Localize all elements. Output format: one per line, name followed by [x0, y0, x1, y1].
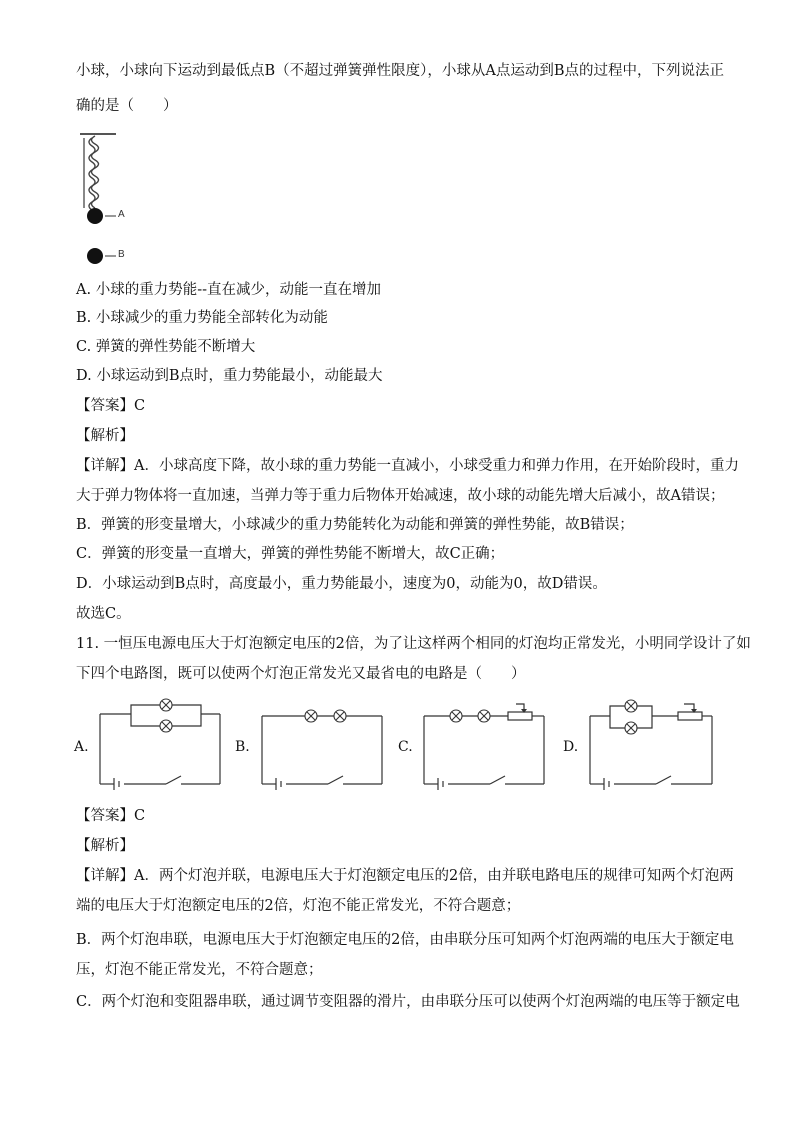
ball-at-b: [87, 248, 103, 264]
circuit-label-a: A.: [74, 739, 89, 755]
lamp-icon: [334, 710, 346, 722]
q10-detail-line: B．弹簧的形变量增大，小球减少的重力势能转化为动能和弹簧的弹性势能，故B错误；: [76, 517, 634, 533]
q11-analysis-label: 【解析】: [76, 838, 134, 854]
q10-detail-line: C．弹簧的形变量一直增大，弹簧的弹性势能不断增大，故C正确；: [76, 546, 505, 562]
q10-option-d: D. 小球运动到B点时，重力势能最小，动能最大: [76, 368, 383, 384]
lamp-icon: [625, 700, 637, 712]
q10-option-c: C. 弹簧的弹性势能不断增大: [76, 339, 256, 355]
q10-detail-line: 【详解】A．小球高度下降，故小球的重力势能一直减小，小球受重力和弹力作用，在开始阶段时，重力: [76, 458, 739, 474]
q11-detail-line: 【详解】A．两个灯泡并联，电源电压大于灯泡额定电压的2倍，由并联电路电压的规律可知两个灯泡两: [76, 868, 734, 884]
circuit-a: [96, 698, 226, 790]
q11-detail-line: B．两个灯泡串联，电源电压大于灯泡额定电压的2倍，由串联分压可知两个灯泡两端的电压大于额定电: [76, 932, 734, 948]
spring-ball-figure: [80, 130, 150, 270]
lamp-icon: [450, 710, 462, 722]
circuit-d: [586, 698, 718, 790]
q11-answer: 【答案】C: [76, 808, 146, 824]
q11-detail-line: 压，灯泡不能正常发光，不符合题意；: [76, 962, 323, 978]
circuit-c: [420, 700, 550, 790]
lamp-icon: [625, 722, 637, 734]
figure-label-a: A: [118, 209, 125, 220]
q11-detail-line: C．两个灯泡和变阻器串联，通过调节变阻器的滑片，由串联分压可以使两个灯泡两端的电压等于额定电: [76, 994, 740, 1010]
circuit-label-b: B.: [235, 739, 250, 755]
q10-analysis-label: 【解析】: [76, 428, 134, 444]
q10-detail-line: 大于弹力物体将一直加速，当弹力等于重力后物体开始减速，故小球的动能先增大后减小，故A错误；: [76, 488, 725, 504]
rheostat-icon: [678, 712, 702, 720]
lamp-icon: [160, 699, 172, 711]
q10-option-b: B. 小球减少的重力势能全部转化为动能: [76, 310, 328, 326]
lamp-icon: [305, 710, 317, 722]
q10-conclusion: 故选C。: [76, 606, 131, 622]
q11-stem-line1: 11. 一恒压电源电压大于灯泡额定电压的2倍，为了让这样两个相同的灯泡均正常发光，小明同学设计了如: [76, 636, 751, 652]
figure-label-b: B: [118, 249, 125, 260]
q10-option-a: A. 小球的重力势能--直在减少，动能一直在增加: [76, 282, 381, 298]
circuit-label-d: D.: [563, 739, 579, 755]
q10-answer: 【答案】C: [76, 398, 146, 414]
q10-stem-line2: 确的是（ ）: [76, 98, 178, 114]
ball-at-a: [87, 208, 103, 224]
spring-coil: [89, 136, 99, 210]
q10-detail-line: D．小球运动到B点时，高度最小，重力势能最小，速度为0，动能为0，故D错误。: [76, 576, 607, 592]
lamp-icon: [478, 710, 490, 722]
spring-rod: [83, 138, 85, 208]
q11-stem-line2: 下四个电路图，既可以使两个灯泡正常发光又最省电的电路是（ ）: [76, 666, 526, 682]
circuit-label-c: C.: [398, 739, 413, 755]
q10-stem-line1: 小球，小球向下运动到最低点B（不超过弹簧弹性限度），小球从A点运动到B点的过程中，下列说法正: [76, 63, 725, 79]
lamp-icon: [160, 720, 172, 732]
rheostat-icon: [508, 712, 532, 720]
circuit-b: [258, 706, 388, 790]
q11-detail-line: 端的电压大于灯泡额定电压的2倍，灯泡不能正常发光，不符合题意；: [76, 898, 521, 914]
